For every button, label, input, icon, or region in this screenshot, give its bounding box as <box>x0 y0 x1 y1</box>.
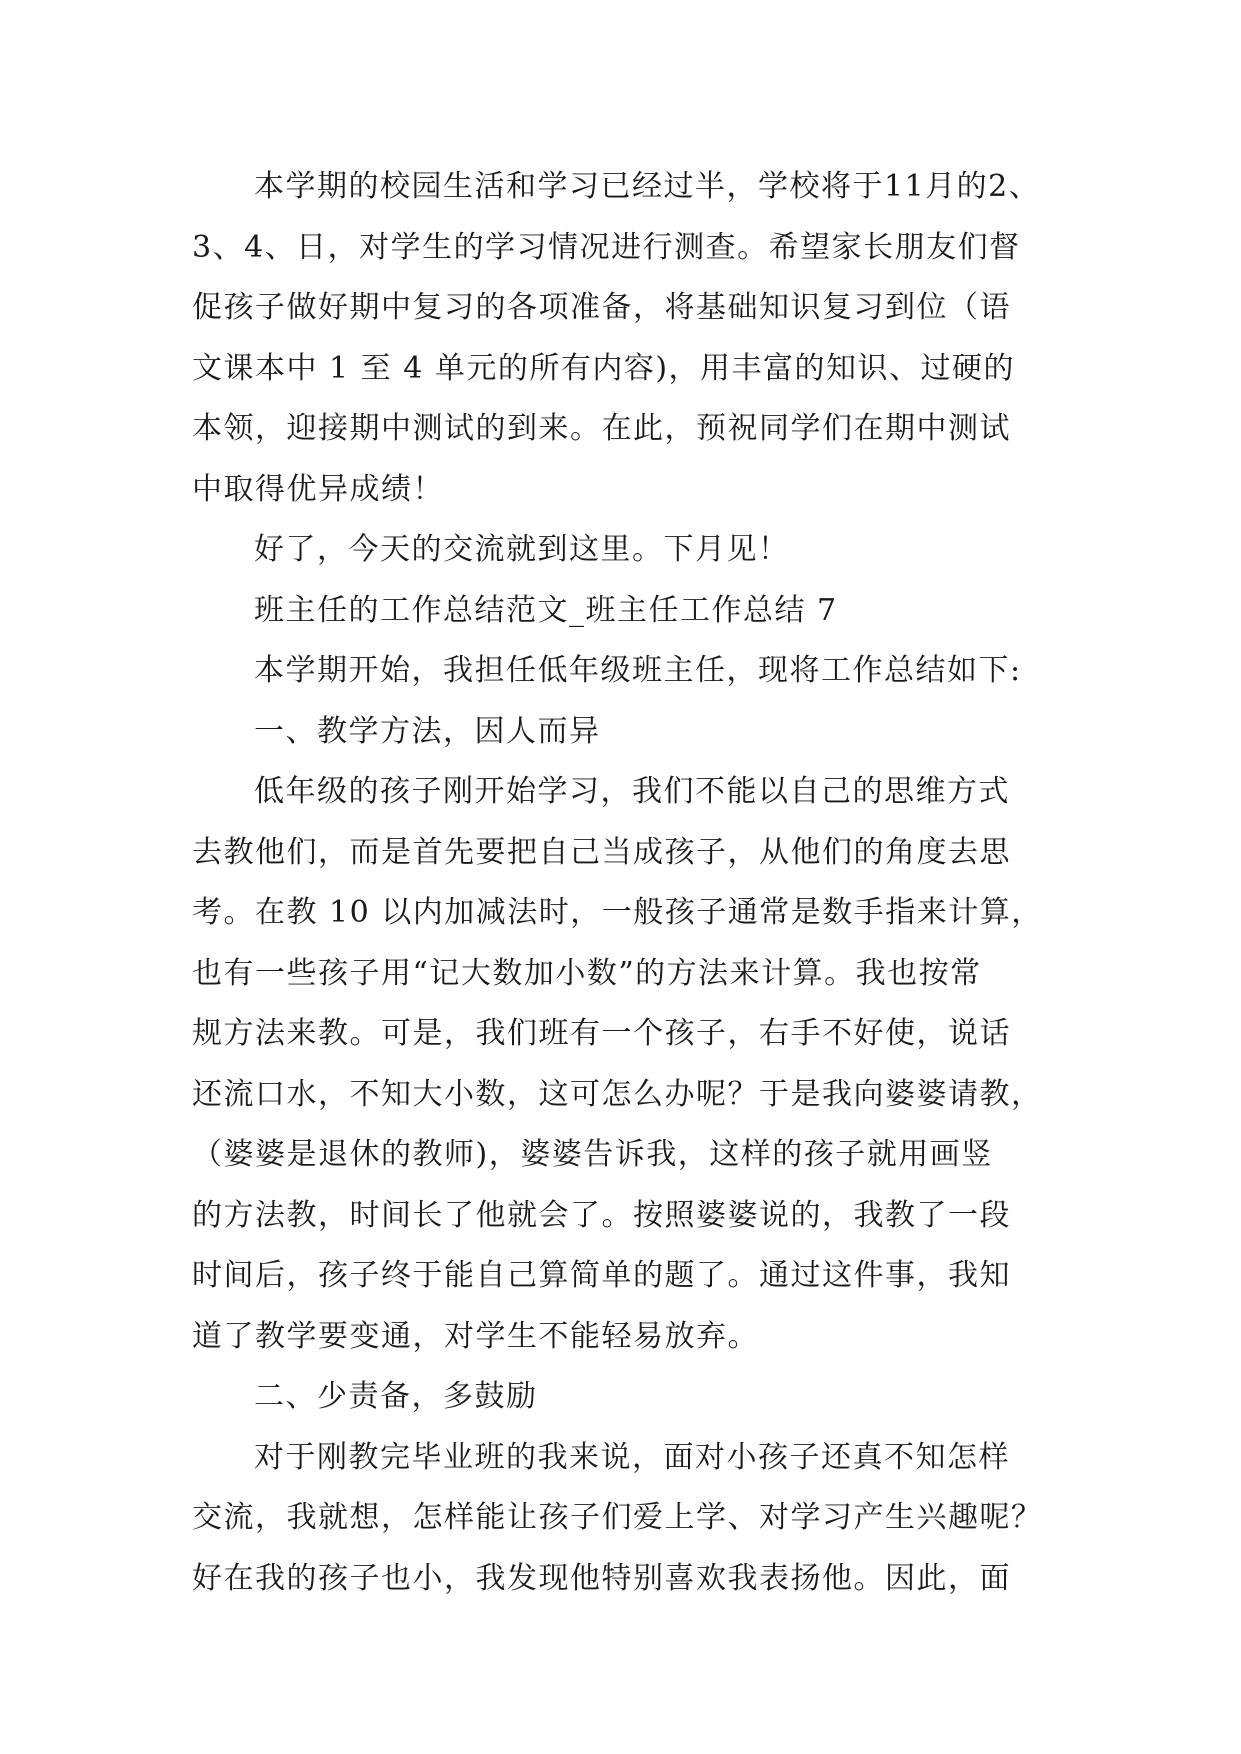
paragraph-line: 本学期的校园生活和学习已经过半，学校将于11月的2、 <box>254 169 1041 204</box>
paragraph-line: 本领，迎接期中测试的到来。在此，预祝同学们在期中测试 <box>192 411 1011 446</box>
paragraph-line: 3、4、日，对学生的学习情况进行测查。希望家长朋友们督 <box>192 229 1021 265</box>
paragraph-line: 规方法来教。可是，我们班有一个孩子，右手不好使，说话 <box>192 1016 1011 1051</box>
paragraph-line: 促孩子做好期中复习的各项准备，将基础知识复习到位（语 <box>192 290 1011 325</box>
paragraph-line: 中取得优异成绩！ <box>192 471 444 507</box>
paragraph-line: 本学期开始，我担任低年级班主任，现将工作总结如下: <box>254 653 1022 688</box>
paragraph-line: 时间后，孩子终于能自己算简单的题了。通过这件事，我知 <box>192 1258 1011 1293</box>
paragraph-line: 道了教学要变通，对学生不能轻易放弃。 <box>192 1318 759 1354</box>
section-heading: 二、少责备，多鼓励 <box>254 1379 538 1414</box>
paragraph-line: 考。在教 10 以内加减法时，一般孩子通常是数手指来计算， <box>192 895 1043 930</box>
paragraph-line: 好在我的孩子也小，我发现他特别喜欢我表扬他。因此，面 <box>192 1560 1011 1596</box>
section-title: 班主任的工作总结范文_班主任工作总结 7 <box>254 592 838 628</box>
paragraph-line: 对于刚教完毕业班的我来说，面对小孩子还真不知怎样 <box>254 1439 1010 1475</box>
document-body <box>192 157 1060 1609</box>
paragraph-line: 交流，我就想，怎样能让孩子们爱上学、对学习产生兴趣呢？ <box>192 1500 1043 1535</box>
paragraph-line: 好了，今天的交流就到这里。下月见！ <box>254 532 790 567</box>
paragraph-line: 去教他们，而是首先要把自己当成孩子，从他们的角度去思 <box>192 834 1011 870</box>
paragraph-line: （婆婆是退休的教师)，婆婆告诉我，这样的孩子就用画竖 <box>192 1137 993 1172</box>
paragraph-line: 也有一些孩子用“记大数加小数”的方法来计算。我也按常 <box>192 955 982 991</box>
paragraph-line: 还流口水，不知大小数，这可怎么办呢？于是我向婆婆请教， <box>192 1076 1043 1112</box>
paragraph-line: 的方法教，时间长了他就会了。按照婆婆说的，我教了一段 <box>192 1197 1011 1233</box>
paragraph-line: 文课本中 1 至 4 单元的所有内容)，用丰富的知识、过硬的 <box>192 350 1016 386</box>
section-heading: 一、教学方法，因人而异 <box>254 713 601 749</box>
paragraph-line: 低年级的孩子刚开始学习，我们不能以自己的思维方式 <box>254 774 1010 809</box>
